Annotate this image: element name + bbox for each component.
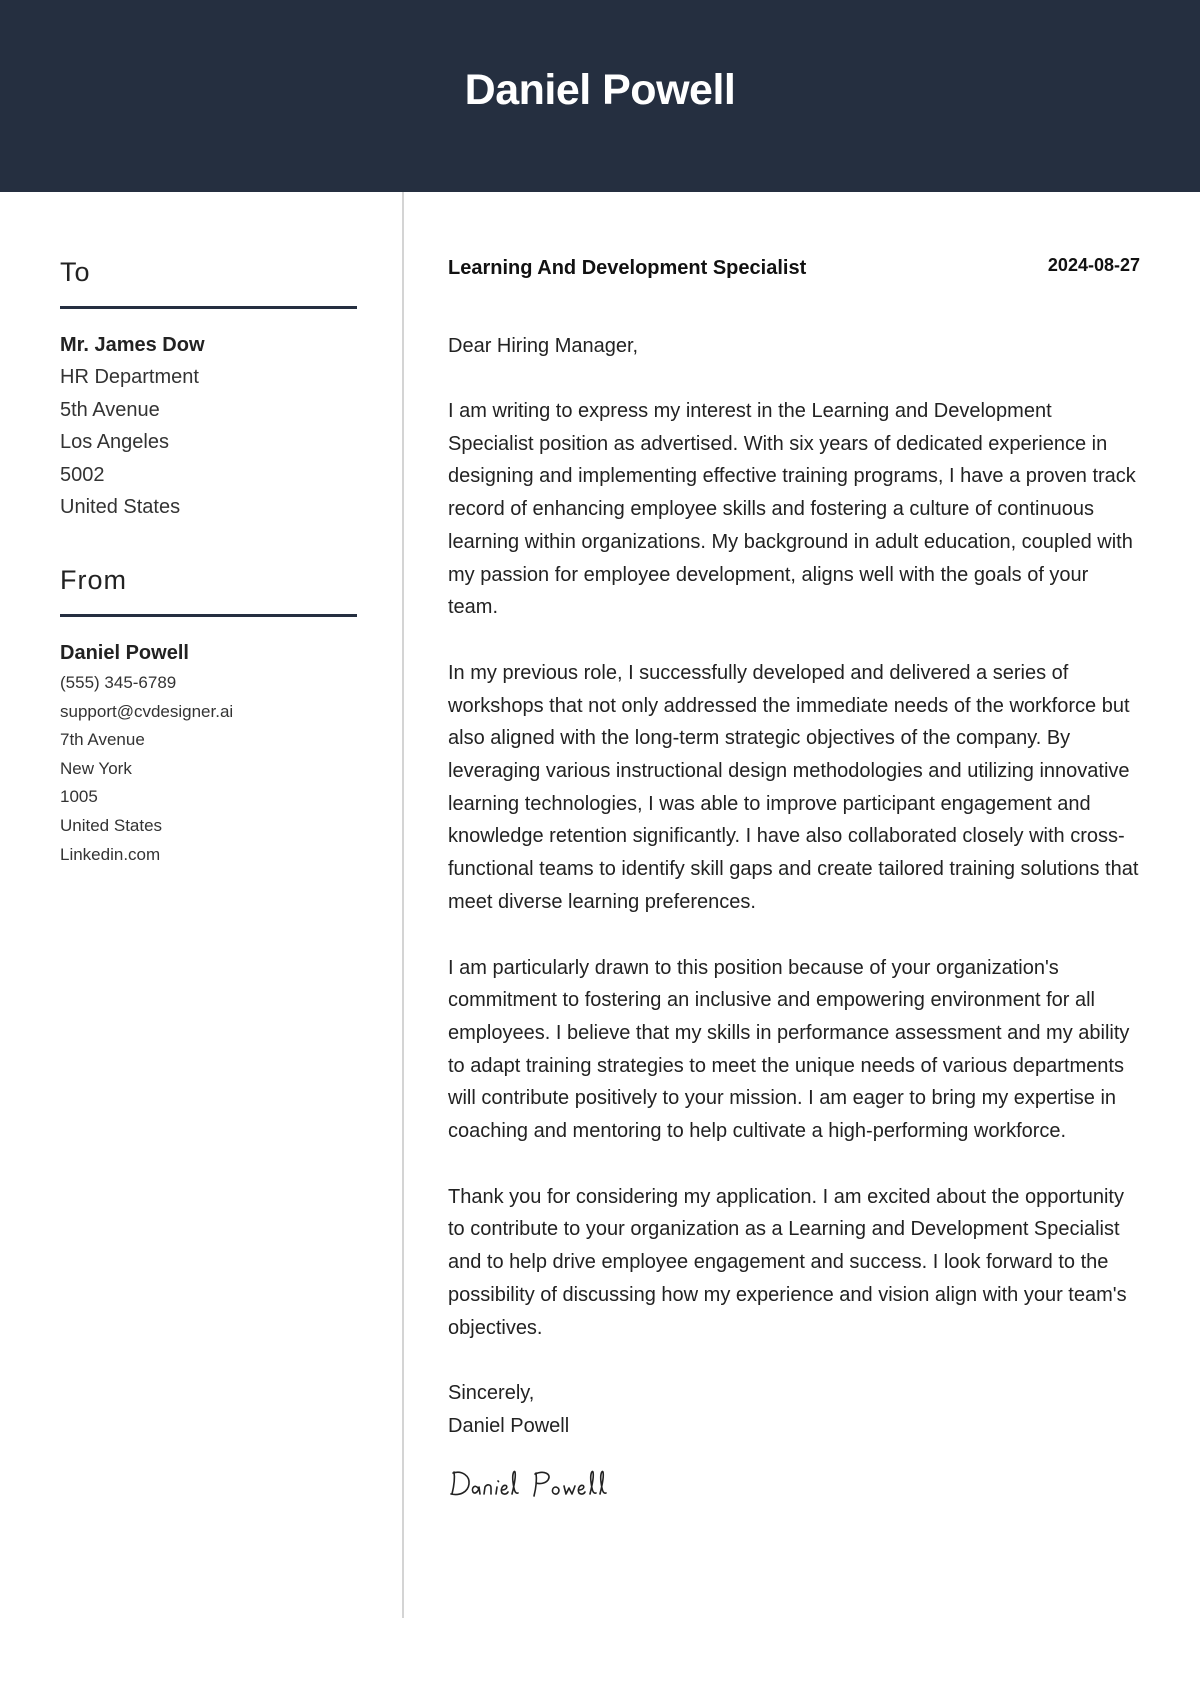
recipient-rule bbox=[60, 306, 357, 309]
job-title: Learning And Development Specialist bbox=[448, 257, 807, 279]
recipient-country: United States bbox=[60, 496, 181, 519]
greeting: Dear Hiring Manager, bbox=[448, 335, 639, 357]
sender-phone: (555) 345-6789 bbox=[60, 672, 177, 692]
recipient-postcode: 5002 bbox=[60, 463, 105, 486]
signature-image bbox=[448, 1462, 628, 1506]
recipient-city: Los Angeles bbox=[60, 431, 169, 454]
paragraph: I am particularly drawn to this position because of your organization's commitment to fostering an inclusive and empowering environment for all employees. I believe that my skills in performance assessment and my ability to adapt training strategies to meet the unique needs of various departments will contribute positively to your mission. I am eager to bring my expertise in coaching and mentoring to help cultivate a high-performing workforce. bbox=[448, 956, 1130, 1143]
sender-city: New York bbox=[60, 758, 132, 778]
letter-body bbox=[448, 250, 1140, 1506]
page-title: Daniel Powell bbox=[464, 65, 736, 114]
sender-street: 7th Avenue bbox=[60, 730, 145, 750]
sender-name: Daniel Powell bbox=[60, 641, 189, 664]
sender-email: support@cvdesigner.ai bbox=[60, 701, 234, 721]
sender-rule bbox=[60, 614, 357, 617]
closing-salutation: Sincerely, bbox=[448, 1382, 535, 1405]
recipient-block bbox=[60, 250, 357, 524]
sender-postcode: 1005 bbox=[60, 787, 98, 807]
paragraph: In my previous role, I successfully developed and delivered a series of workshops that not only addressed the immediate needs of the workforce but also aligned with the long-term strategic objectives of the company. By leveraging various instructional design methodologies and utilizing innovative learning technologies, I was able to improve participant engagement and knowledge retention significantly. I have also collaborated closely with cross-functional teams to identify skill gaps and create tailored training solutions that meet diverse learning preferences. bbox=[448, 661, 1139, 913]
sender-website: Linkedin.com bbox=[60, 844, 161, 864]
signature bbox=[448, 1462, 1140, 1506]
page-header bbox=[0, 0, 1200, 192]
sender-heading: From bbox=[60, 564, 127, 595]
paragraph: Thank you for considering my application. I am excited about the opportunity to contribute to your organization as a Learning and Development Specialist and to help drive employee engagement and success. I look forward to the possibility of discussing how my experience and vision align with your team's objectives. bbox=[448, 1185, 1127, 1339]
recipient-heading: To bbox=[60, 257, 91, 287]
closing-name: Daniel Powell bbox=[448, 1414, 570, 1437]
closing-block bbox=[448, 1377, 1140, 1442]
recipient-street: 5th Avenue bbox=[60, 398, 160, 421]
column-divider bbox=[402, 192, 404, 1618]
sender-block bbox=[60, 558, 357, 869]
recipient-name: Mr. James Dow bbox=[60, 334, 205, 356]
sidebar bbox=[60, 250, 357, 869]
recipient-department: HR Department bbox=[60, 366, 199, 388]
paragraph: I am writing to express my interest in the Learning and Development Specialist position as advertised. With six years of dedicated experience in designing and implementing effective training programs, I have a proven track record of enhancing employee skills and fostering a culture of continuous learning within organizations. My background in adult education, coupled with my passion for employee development, aligns well with the goals of your team. bbox=[448, 400, 1136, 619]
sender-country: United States bbox=[60, 815, 163, 835]
letter-date: 2024-08-27 bbox=[1047, 255, 1140, 275]
letter-meta bbox=[448, 250, 1140, 286]
